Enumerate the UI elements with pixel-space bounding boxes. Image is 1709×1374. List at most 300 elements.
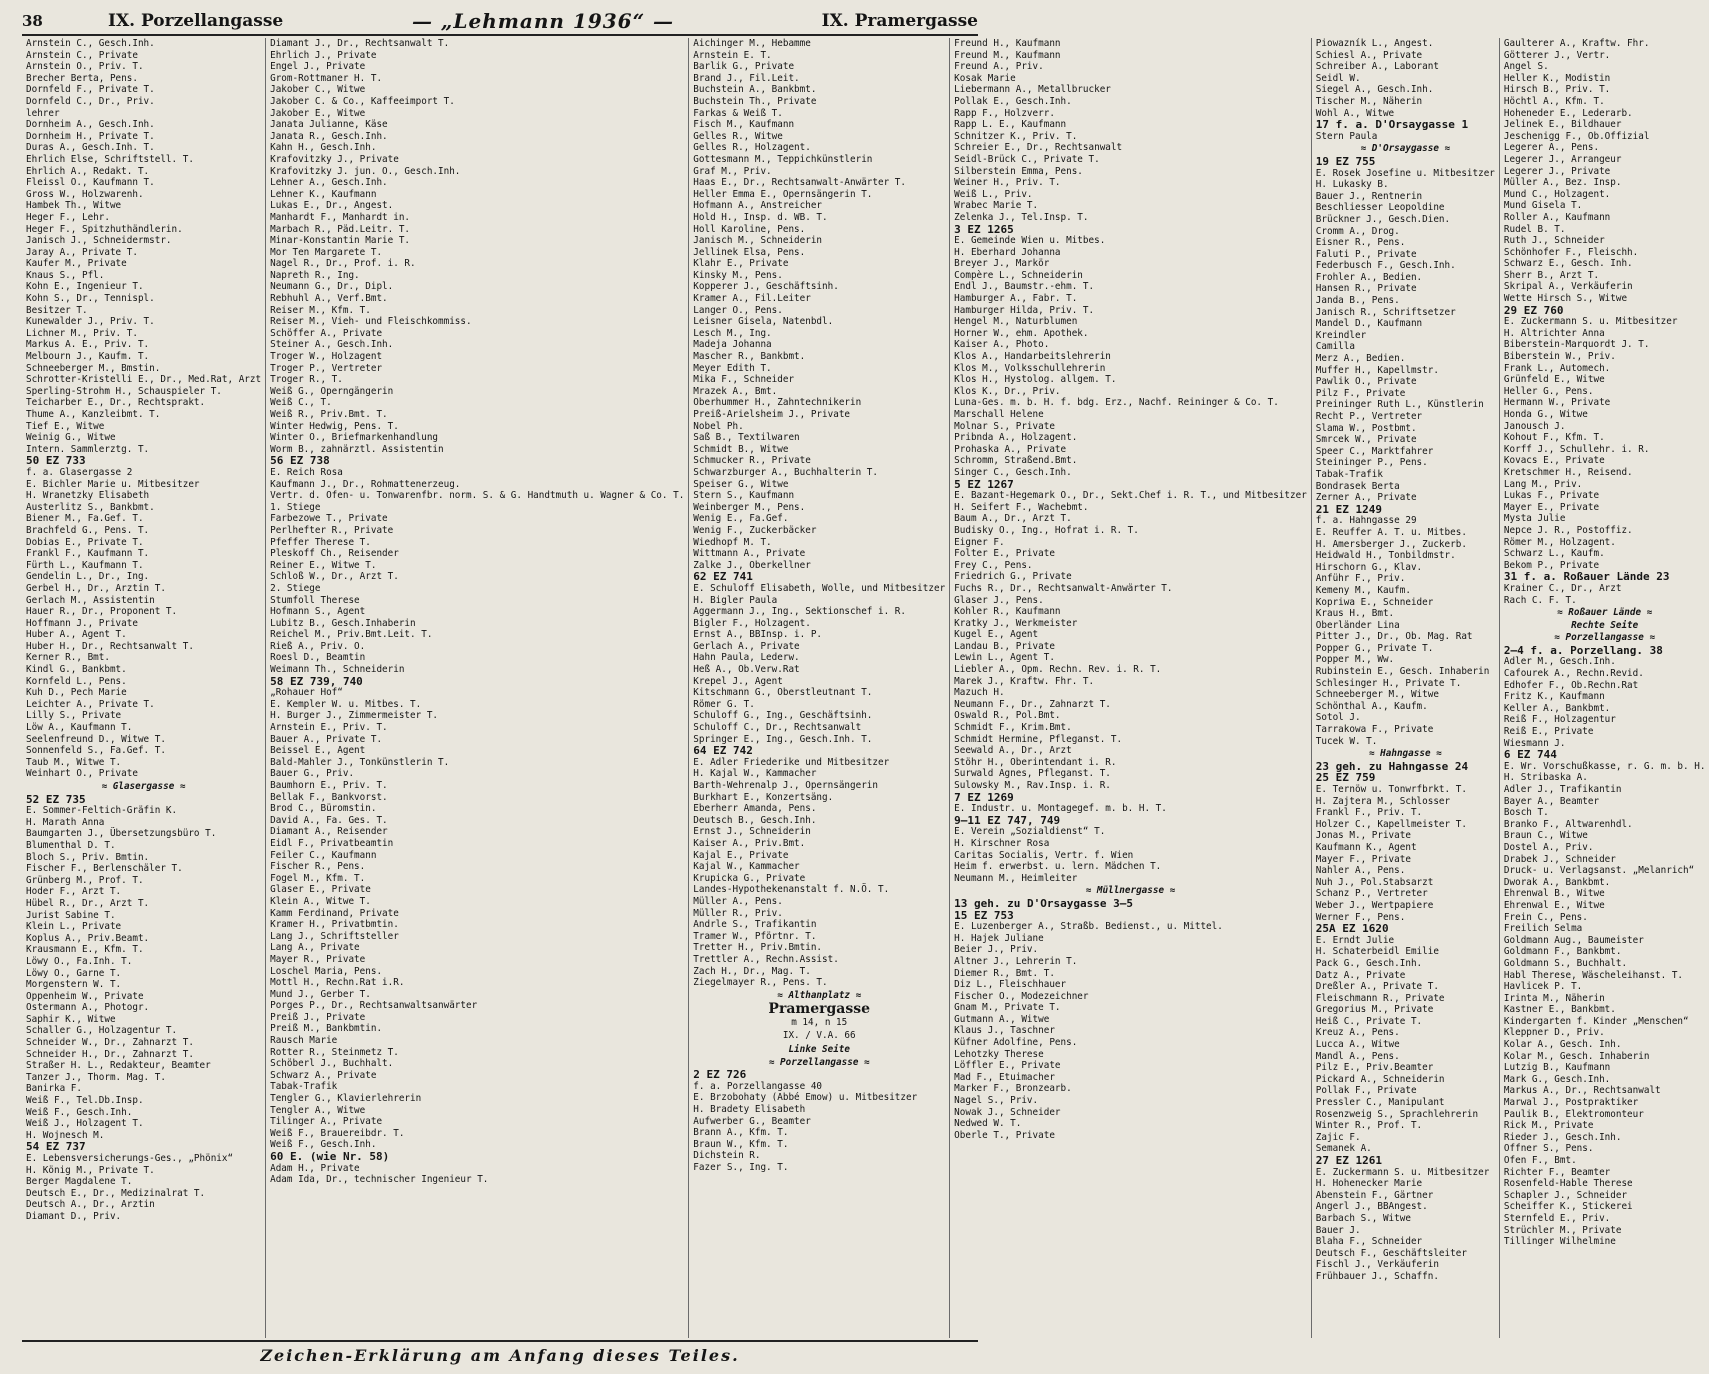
resident-entry: Dobias E., Private T. [26, 536, 144, 548]
resident-entry: Brann A., Kfm. T. [693, 1127, 789, 1139]
resident-entry: Hamburger Hilda, Priv. T. [954, 304, 1095, 316]
resident-entry: Paulik B., Elektromonteur [1503, 1108, 1644, 1120]
resident-entry: Bigler F., Holzagent. [693, 617, 811, 629]
resident-entry: Jonas M., Private [1315, 830, 1411, 842]
resident-entry: Freilich Selma [1503, 923, 1583, 935]
resident-entry: Weiß F., Brauereibdr. T. [270, 1127, 405, 1139]
resident-entry: Stern Paula [1315, 130, 1378, 142]
resident-entry: Strüchler M., Private [1503, 1224, 1622, 1236]
resident-entry: Sulowsky M., Rav.Insp. i. R. [954, 780, 1111, 791]
resident-entry: Rausch Marie [270, 1035, 338, 1047]
house-number-entry: 9–11 EZ 747, 749 [954, 813, 1061, 827]
resident-entry: Götterer J., Vertr. [1503, 49, 1611, 61]
resident-entry: Hirschorn G., Klav. [1315, 561, 1423, 573]
house-number-entry: 50 EZ 733 [26, 454, 86, 468]
resident-entry: Preiß J., Private [270, 1011, 366, 1023]
resident-entry: E. Adler Friederike und Mitbesitzer [693, 756, 890, 768]
resident-entry: Mrazek A., Bmt. [693, 385, 778, 397]
resident-entry: Fischl J., Verkäuferin [1315, 1259, 1439, 1271]
resident-entry: Tabak-Trafik [1315, 468, 1383, 480]
resident-entry: Preiß-Arielsheim J., Private [693, 409, 851, 420]
resident-entry: Tischer M., Näherin [1315, 95, 1423, 107]
house-number-entry: 27 EZ 1261 [1315, 1154, 1383, 1167]
resident-entry: Mor Ten Margarete T. [270, 246, 383, 258]
directory-column-4 [950, 38, 1312, 1338]
resident-entry: Huber A., Agent T. [26, 629, 127, 641]
resident-entry: Madeja Johanna [693, 339, 772, 351]
house-number-entry: 7 EZ 1269 [954, 790, 1014, 804]
resident-entry: Silberstein Emma, Pens. [954, 165, 1083, 177]
resident-entry: Beschliesser Leopoldine [1315, 202, 1445, 214]
house-number-entry: 52 EZ 735 [26, 792, 86, 806]
resident-entry: Dostel A., Priv. [1503, 841, 1594, 853]
resident-entry: Reiser M., Vieh- und Fleischkommiss. [270, 316, 472, 328]
resident-entry: Saß B., Textilwaren [693, 432, 800, 444]
resident-entry: Eigner F. [954, 536, 1005, 548]
resident-entry: Thume A., Kanzleibmt. T. [26, 409, 161, 420]
resident-entry: Fischer R., Pens. [270, 861, 366, 873]
resident-entry: Gerbel H., Dr., Arztin T. [26, 582, 166, 594]
resident-entry: Pickard A., Schneiderin [1315, 1073, 1445, 1085]
resident-entry: E. Rosek Josefine u. Mitbesitzer [1315, 167, 1495, 179]
resident-entry: Klos A., Handarbeitslehrerin [954, 351, 1111, 363]
resident-entry: Muffer H., Kapellmstr. [1315, 364, 1439, 376]
resident-entry: H. König M., Private T. [26, 1164, 155, 1176]
resident-entry: Ofen F., Bmt. [1503, 1155, 1577, 1166]
resident-entry: Glaser J., Pens. [954, 594, 1044, 606]
resident-entry: E. Sommer-Feltich-Gräfin K. [26, 805, 178, 817]
resident-entry: Abenstein F., Gärtner [1315, 1189, 1434, 1201]
resident-entry: Pleskoff Ch., Reisender [270, 548, 399, 560]
resident-entry: Trettler A., Rechn.Assist. [693, 953, 839, 965]
resident-entry: Mund Gisela T. [1503, 200, 1583, 212]
resident-entry: Mark G., Gesch.Inh. [1503, 1073, 1611, 1085]
resident-entry: Lesch M., Ing. [693, 327, 772, 339]
resident-entry: Pilz E., Priv.Beamter [1315, 1062, 1434, 1074]
resident-entry: Tabak-Trafik [270, 1081, 338, 1093]
resident-entry: Popper G., Private T. [1315, 642, 1434, 654]
house-number-entry: 54 EZ 737 [26, 1140, 86, 1154]
resident-entry: E. Industr. u. Montagegef. m. b. H. T. [954, 803, 1167, 815]
resident-entry: Hoheneder E., Lederarb. [1503, 107, 1633, 119]
resident-entry: Wenig F., Zuckerbäcker [693, 524, 817, 536]
resident-entry: Schönhofer F., Fleischh. [1503, 246, 1639, 258]
resident-entry: Fritz K., Kaufmann [1503, 691, 1605, 703]
resident-entry: Lukas E., Dr., Angest. [270, 200, 394, 212]
resident-entry: Hansen R., Private [1315, 283, 1417, 295]
house-number-entry: 6 EZ 744 [1503, 748, 1557, 762]
resident-entry: Müller R., Priv. [693, 907, 783, 919]
resident-entry: 1. Stiege [270, 501, 321, 513]
house-number-entry: 2–4 f. a. Porzellang. 38 [1503, 643, 1663, 657]
resident-entry: Pollak E., Gesch.Inh. [954, 95, 1072, 107]
resident-entry: Heller Emma E., Opernsängerin T. [693, 188, 873, 200]
resident-entry: Taub M., Witwe T. [26, 756, 122, 768]
resident-entry: H. Hajek Juliane [954, 932, 1044, 944]
resident-entry: Korff J., Schullehr. i. R. [1503, 443, 1650, 455]
resident-entry: Folter E., Private [954, 548, 1055, 560]
resident-entry: Deutsch E., Dr., Medizinalrat T. [26, 1187, 206, 1199]
resident-entry: Tarrakowa F., Private [1315, 724, 1434, 736]
resident-entry: H. Wranetzky Elisabeth [26, 490, 150, 502]
resident-entry: Mascher R., Bankbmt. [693, 351, 806, 363]
resident-entry: Scheiffer K., Stickerei [1503, 1201, 1633, 1213]
resident-entry: Römer M., Holzagent. [1503, 536, 1616, 548]
resident-entry: Baumhorn E., Priv. T. [270, 780, 388, 791]
resident-entry: Weiß F., Tel.Db.Insp. [26, 1095, 144, 1107]
resident-entry: Krainer C., Dr., Arzt [1503, 582, 1622, 594]
resident-entry: Fazer S., Ing. T. [693, 1162, 789, 1173]
cross-street-divider: ≈ Roßauer Lände ≈ [1557, 607, 1653, 619]
resident-entry: Klos K., Dr., Priv. [954, 385, 1061, 397]
resident-entry: Kajal W., Kammacher [693, 861, 800, 873]
resident-entry: Legerer A., Pens. [1503, 142, 1600, 154]
resident-entry: Neumann F., Dr., Zahnarzt T. [954, 698, 1111, 710]
resident-entry: Diamant A., Reisender [270, 826, 388, 838]
resident-entry: Oberle T., Private [954, 1129, 1055, 1141]
resident-entry: Faluti P., Private [1315, 248, 1417, 260]
resident-entry: Kraus H., Bmt. [1315, 608, 1395, 620]
resident-entry: H. Zajtera M., Schlosser [1315, 795, 1451, 807]
resident-entry: Pack G., Gesch.Inh. [1315, 957, 1423, 969]
resident-entry: Smrcek W., Private [1315, 434, 1417, 446]
resident-entry: Stöhr H., Oberintendant i. R. [954, 756, 1117, 768]
resident-entry: Janata R., Gesch.Inh. [270, 130, 388, 142]
resident-entry: Merz A., Bedien. [1315, 353, 1406, 365]
resident-entry: Wette Hirsch S., Witwe [1503, 293, 1628, 305]
resident-entry: Schrotter-Kristelli E., Dr., Med.Rat, Arzt [26, 374, 262, 386]
resident-entry: Rapp L. E., Kaufmann [954, 119, 1067, 131]
resident-entry: Kaufmann J., Dr., Rohmattenerzeug. [270, 478, 461, 490]
resident-entry: Schiesl A., Private [1315, 49, 1423, 61]
resident-entry: Ruth J., Schneider [1503, 235, 1605, 247]
resident-entry: Horner W., ehm. Apothek. [954, 327, 1089, 339]
page-header [22, 8, 978, 36]
resident-entry: Tilinger A., Private [270, 1116, 383, 1128]
resident-entry: Kindergarten f. Kinder „Menschen“ [1503, 1015, 1689, 1027]
resident-entry: Weiß F., Gesch.Inh. [26, 1106, 133, 1118]
resident-entry: E. Lebensversicherungs-Ges., „Phönix“ [26, 1153, 234, 1164]
resident-entry: Kovacs E., Private [1503, 455, 1605, 467]
resident-entry: Pitter J., Dr., Ob. Mag. Rat [1315, 631, 1473, 643]
directory-columns [22, 38, 1706, 1338]
resident-entry: Rieder J., Gesch.Inh. [1503, 1131, 1622, 1143]
resident-entry: E. Wr. Vorschußkasse, r. G. m. b. H. [1503, 760, 1706, 772]
resident-entry: Ziegelmayer R., Pens. T. [693, 977, 828, 989]
resident-entry: Piowazník L., Angest. [1315, 38, 1434, 49]
resident-entry: Budisky O., Ing., Hofrat i. R. T. [954, 524, 1139, 536]
resident-entry: Reiß E., Private [1503, 726, 1594, 738]
resident-entry: Hirsch B., Priv. T. [1503, 84, 1611, 96]
resident-entry: Janisch M., Schneiderin [693, 235, 823, 247]
resident-entry: Kohn E., Ingenieur T. [26, 281, 144, 293]
resident-entry: Gerlach M., Assistentin [26, 594, 155, 606]
resident-entry: Farbezowe T., Private [270, 513, 388, 525]
resident-entry: Kindl G., Bankbmt. [26, 664, 127, 676]
resident-entry: Deutsch F., Geschäftsleiter [1315, 1247, 1467, 1259]
resident-entry: Langer O., Pens. [693, 304, 783, 316]
resident-entry: Dworak A., Bankbmt. [1503, 876, 1611, 888]
resident-entry: Reiß F., Holzagentur [1503, 714, 1616, 726]
house-number-entry: 25A EZ 1620 [1315, 922, 1389, 936]
side-heading: Rechte Seite [1571, 619, 1639, 631]
resident-entry: Leichter A., Private T. [26, 698, 155, 710]
resident-entry: Bloch S., Priv. Bmtin. [26, 851, 150, 863]
resident-entry: E. Erndt Julie [1315, 934, 1395, 946]
resident-entry: Banirka F. [26, 1083, 82, 1095]
directory-column-3 [689, 38, 950, 1338]
resident-entry: E. Gemeinde Wien u. Mitbes. [954, 235, 1106, 247]
resident-entry: Knaus S., Pfl. [26, 269, 105, 281]
resident-entry: Weinig G., Witwe [26, 432, 116, 444]
resident-entry: Nagel R., Dr., Prof. i. R. [270, 258, 416, 270]
resident-entry: E. Luzenberger A., Straßb. Bedienst., u. Mittel. [954, 921, 1223, 933]
resident-entry: Heller G., Pens. [1503, 385, 1594, 397]
resident-entry: Angel S. [1503, 61, 1549, 73]
resident-entry: Klein L., Private [26, 921, 122, 933]
resident-entry: Gottesmann M., Teppichkünstlerin [693, 153, 873, 165]
resident-entry: Klein A., Witwe T. [270, 895, 371, 907]
resident-entry: Eberherr Amanda, Pens. [693, 803, 817, 815]
cross-street-divider: ≈ Müllnergasse ≈ [1085, 885, 1176, 897]
resident-entry: Prohaska A., Private [954, 443, 1067, 455]
resident-entry: Weinhart O., Private [26, 768, 138, 780]
resident-entry: Slama W., Postbmt. [1315, 422, 1417, 434]
resident-entry: Marek J., Kraftw. Fhr. T. [954, 675, 1095, 687]
resident-entry: Lehner A., Gesch.Inh. [270, 177, 388, 189]
resident-entry: Morgenstern W. T. [26, 979, 122, 991]
house-number-entry: 13 geh. zu D'Orsaygasse 3–5 [954, 896, 1133, 910]
resident-entry: Diemer R., Bmt. T. [954, 967, 1055, 979]
resident-entry: Edhofer F., Ob.Rechn.Rat [1503, 679, 1639, 691]
resident-entry: Fogel M., Kfm. T. [270, 872, 366, 884]
resident-entry: Anführ F., Priv. [1315, 573, 1406, 585]
resident-entry: Zelenka J., Tel.Insp. T. [954, 211, 1089, 223]
resident-entry: Mandel D., Kaufmann [1315, 318, 1423, 330]
resident-entry: Sherr B., Arzt T. [1503, 269, 1600, 281]
resident-entry: Rick M., Private [1503, 1120, 1594, 1132]
resident-entry: Kolar A., Gesch. Inh. [1503, 1039, 1622, 1051]
resident-entry: Kornfeld L., Pens. [26, 675, 127, 687]
resident-entry: Barbach S., Witwe [1315, 1212, 1411, 1224]
resident-entry: Seidl W. [1315, 72, 1361, 84]
resident-entry: Rach C. F. T. [1503, 594, 1577, 606]
resident-entry: Gaulterer A., Kraftw. Fhr. [1503, 38, 1650, 49]
resident-entry: E. Reuffer A. T. u. Mitbes. [1315, 526, 1467, 538]
resident-entry: Lehner K., Kaufmann [270, 188, 377, 200]
resident-entry: Pribnda A., Holzagent. [954, 432, 1078, 444]
resident-entry: Kunewalder J., Priv. T. [26, 316, 155, 328]
resident-entry: Teicharber E., Dr., Rechtsprakt. [26, 397, 206, 409]
resident-entry: E. Zuckermann S. u. Mitbesitzer [1503, 316, 1678, 328]
directory-column-2 [266, 38, 689, 1338]
resident-entry: Lutzig B., Kaufmann [1503, 1062, 1611, 1074]
resident-entry: Lukas F., Private [1503, 490, 1600, 502]
resident-entry: Cromm A., Drog. [1315, 225, 1400, 237]
resident-entry: Bauer J., Rentnerin [1315, 190, 1423, 202]
resident-entry: Hengel M., Naturblumen [954, 316, 1078, 328]
resident-entry: Liebermann A., Metallbrucker [954, 84, 1111, 96]
resident-entry: Surwald Agnes, Pfleganst. T. [954, 768, 1111, 780]
resident-entry: Kaufmann K., Agent [1315, 841, 1417, 853]
resident-entry: Friedrich G., Private [954, 571, 1072, 583]
house-number-entry: 21 EZ 1249 [1315, 502, 1383, 516]
resident-entry: Schwarzburger A., Buchhalterin T. [693, 466, 879, 478]
resident-entry: Schlesinger H., Private T. [1315, 677, 1462, 689]
resident-entry: Straßer H. L., Redakteur, Beamter [26, 1060, 211, 1072]
resident-entry: Mayer R., Private [270, 953, 366, 965]
resident-entry: Neumann M., Heimleiter [954, 872, 1078, 884]
resident-entry: Hambek Th., Witwe [26, 200, 122, 212]
resident-entry: Beier J., Priv. [954, 944, 1039, 956]
resident-entry: Gerlach A., Private [693, 640, 800, 652]
resident-entry: Tengler A., Witwe [270, 1104, 366, 1116]
resident-entry: Intern. Sammlerztg. T. [26, 443, 150, 455]
resident-entry: Lucca A., Witwe [1315, 1039, 1400, 1051]
resident-entry: Janisch R., Schriftsetzer [1315, 306, 1456, 318]
resident-entry: Altner J., Lehrerin T. [954, 955, 1078, 967]
resident-entry: Oppenheim W., Private [26, 990, 144, 1002]
resident-entry: Schwarz A., Private [270, 1069, 377, 1081]
resident-entry: Pressler C., Manipulant [1315, 1097, 1445, 1109]
resident-entry: Zerner A., Private [1315, 492, 1417, 504]
resident-entry: Buchstein Th., Private [693, 95, 817, 107]
resident-entry: Nobel Ph. [693, 420, 744, 432]
resident-entry: Breyer J., Markör [954, 258, 1050, 270]
resident-entry: Austerlitz S., Bankbmt. [26, 501, 155, 513]
house-number-entry: 25 EZ 759 [1315, 771, 1376, 785]
resident-entry: Tretter H., Priv.Bmtin. [693, 942, 823, 954]
resident-entry: Kerner R., Bmt. [26, 652, 110, 664]
resident-entry: Duras A., Gesch.Inh. T. [26, 142, 155, 154]
resident-entry: Popper M., Ww. [1315, 654, 1395, 666]
resident-entry: Kohn S., Dr., Tennispl. [26, 293, 155, 305]
cross-street-divider: ≈ Hahngasse ≈ [1368, 748, 1442, 760]
resident-entry: Jakober C., Witwe [270, 84, 366, 96]
resident-entry: Schaller G., Holzagentur T. [26, 1025, 178, 1037]
resident-entry: Pilz F., Private [1315, 387, 1406, 399]
resident-entry: Schmidt Hermine, Pfleganst. T. [954, 733, 1123, 745]
resident-entry: Goldmann S., Buchhalt. [1503, 957, 1628, 969]
resident-entry: Rudel B. T. [1503, 223, 1566, 235]
resident-entry: Offner S., Pens. [1503, 1143, 1594, 1155]
resident-entry: Frank L., Automech. [1503, 362, 1611, 374]
resident-entry: Rubinstein E., Gesch. Inhaberin [1315, 666, 1490, 678]
resident-entry: Eidl F., Privatbeamtin [270, 837, 394, 849]
resident-entry: Klos H., Hystolog. allgem. T. [954, 374, 1117, 386]
resident-entry: Feiler C., Kaufmann [270, 849, 377, 861]
resident-entry: Hoder F., Arzt T. [26, 886, 122, 898]
resident-entry: Bauer J. [1315, 1224, 1361, 1236]
resident-entry: Marwal J., Postpraktiker [1503, 1097, 1639, 1109]
resident-entry: Schneeberger M., Witwe [1315, 689, 1439, 701]
resident-entry: Hamburger A., Fabr. T. [954, 293, 1078, 305]
resident-entry: Braun C., Witwe [1503, 830, 1588, 842]
resident-entry: H. Amersberger J., Zuckerb. [1315, 538, 1467, 550]
left-section-title: IX. Porzellangasse [108, 11, 284, 31]
resident-entry: Bondrasek Berta [1315, 480, 1400, 492]
street-info: IX. / V.A. 66 [782, 1030, 856, 1042]
resident-entry: Wiedhopf M. T. [693, 536, 772, 548]
resident-entry: f. a. Hahngasse 29 [1315, 515, 1417, 527]
resident-entry: Kratky J., Werkmeister [954, 617, 1078, 629]
resident-entry: Holzer C., Kapellmeister T. [1315, 818, 1467, 830]
resident-entry: Habl Therese, Wäscheleihanst. T. [1503, 969, 1684, 981]
resident-entry: Kramer H., Privatbmtin. [270, 919, 399, 931]
resident-entry: Zajic F. [1315, 1131, 1361, 1143]
resident-entry: Lichner M., Priv. T. [26, 327, 138, 339]
resident-entry: Wiesmann J. [1503, 737, 1566, 749]
resident-entry: Mottl H., Rechn.Rat i.R. [270, 977, 405, 989]
resident-entry: Jelinek E., Bildhauer [1503, 119, 1622, 131]
resident-entry: Löwy O., Fa.Inh. T. [26, 955, 133, 967]
resident-entry: Kamm Ferdinand, Private [270, 907, 399, 919]
resident-entry: Eisner R., Pens. [1315, 237, 1406, 249]
resident-entry: Weiß R., Priv.Bmt. T. [270, 409, 388, 420]
resident-entry: Landau B., Private [954, 640, 1055, 652]
resident-entry: Grünfeld E., Witwe [1503, 374, 1605, 386]
resident-entry: Mayer F., Private [1315, 853, 1411, 865]
house-number-entry: 64 EZ 742 [693, 744, 753, 758]
resident-entry: Recht P., Vertreter [1315, 411, 1423, 422]
resident-entry: Sternfeld E., Priv. [1503, 1212, 1611, 1224]
resident-entry: Mandl A., Pens. [1315, 1050, 1400, 1062]
resident-entry: Zalke J., Oberkellner [693, 559, 811, 571]
resident-entry: Schmidt F., Krim.Bmt. [954, 722, 1072, 734]
resident-entry: H. Stribaska A. [1503, 772, 1588, 784]
street-heading: Pramergasse [768, 1001, 871, 1018]
resident-entry: Barlik G., Private [693, 61, 795, 73]
resident-entry: Deutsch B., Gesch.Inh. [693, 814, 817, 826]
resident-entry: Ehrlich Else, Schriftstell. T. [26, 153, 194, 165]
resident-entry: Fleissl O., Kaufmann T. [26, 177, 155, 189]
resident-entry: Caritas Socialis, Vertr. f. Wien [954, 849, 1134, 861]
resident-entry: Oswald R., Pol.Bmt. [954, 710, 1061, 722]
resident-entry: Markus A. E., Priv. T. [26, 339, 150, 351]
resident-entry: Semanek A. [1315, 1143, 1372, 1155]
resident-entry: Schuloff G., Ing., Geschäftsinh. [693, 710, 873, 722]
resident-entry: Weiner H., Priv. T. [954, 177, 1061, 189]
resident-entry: Neumann G., Dr., Dipl. [270, 281, 394, 293]
resident-entry: Winter O., Briefmarkenhandlung [270, 432, 439, 444]
resident-entry: Hermann W., Private [1503, 397, 1611, 409]
resident-entry: Nowak J., Schneider [954, 1106, 1061, 1118]
resident-entry: Deutsch A., Dr., Arztin [26, 1199, 155, 1211]
resident-entry: Janousch J. [1503, 420, 1566, 432]
resident-entry: Frohler A., Bedien. [1315, 271, 1423, 283]
resident-entry: Troger R., T. [270, 374, 343, 386]
resident-entry: „Rohauer Hof“ [270, 687, 343, 699]
resident-entry: Fleischmann R., Private [1315, 992, 1445, 1004]
resident-entry: Fürth L., Kaufmann T. [26, 559, 144, 571]
resident-entry: Bosch T. [1503, 807, 1549, 819]
resident-entry: Hahn Paula, Lederw. [693, 652, 800, 664]
resident-entry: Adler J., Trafikantin [1503, 784, 1622, 795]
cross-street-divider: ≈ D'Orsaygasse ≈ [1360, 143, 1451, 155]
resident-entry: Krafovitzky J. jun. O., Gesch.Inh. [270, 165, 461, 177]
resident-entry: Mayer E., Private [1503, 501, 1600, 513]
resident-entry: Heim f. erwerbst. u. lern. Mädchen T. [954, 861, 1162, 873]
resident-entry: f. a. Glasergasse 2 [26, 466, 133, 478]
side-heading: Linke Seite [788, 1044, 851, 1056]
resident-entry: Gnam M., Private T. [954, 1002, 1061, 1014]
resident-entry: Löwy O., Garne T. [26, 967, 122, 979]
resident-entry: Vertr. d. Ofen- u. Tonwarenfbr. norm. S. & G. Handtmuth u. Wagner & Co. T. [270, 490, 685, 502]
resident-entry: Goldmann Aug., Baumeister [1503, 934, 1644, 946]
resident-entry: Brückner J., Gesch.Dien. [1315, 213, 1451, 225]
resident-entry: Adam H., Private [270, 1162, 360, 1174]
resident-entry: Kretschmer H., Reisend. [1503, 466, 1633, 478]
